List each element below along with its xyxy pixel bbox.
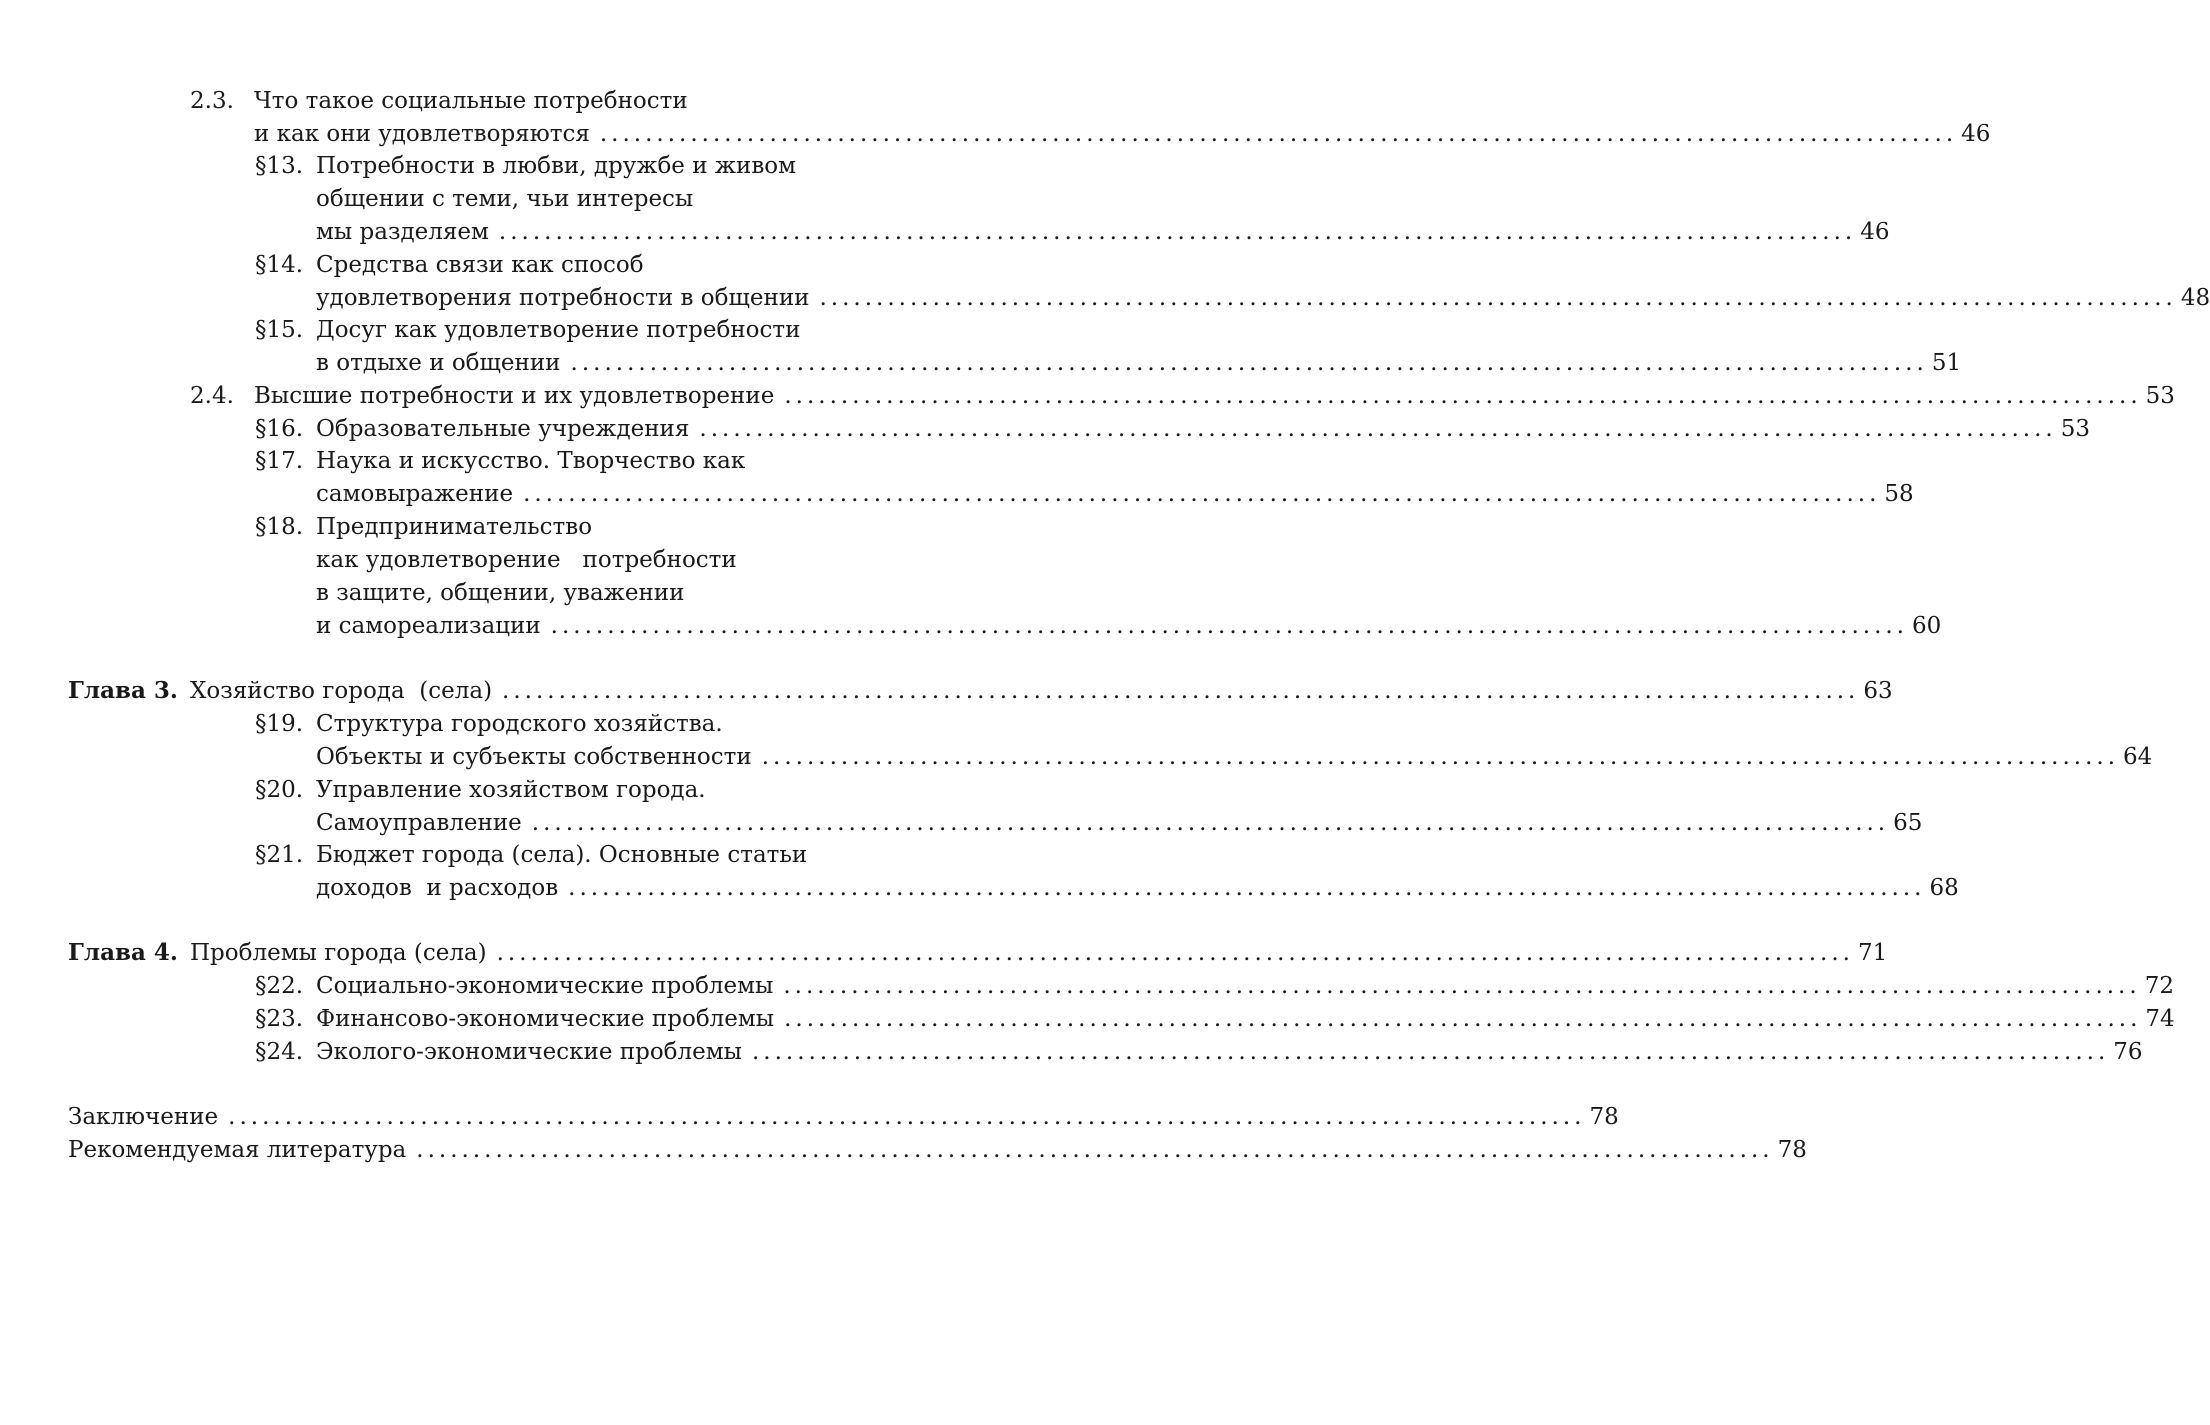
chapter-label: Глава 4. — [68, 939, 178, 966]
paragraph-number: §13. — [255, 153, 304, 179]
dot-leader: ........................................................................................................................ — [570, 350, 1928, 376]
entry-title-line: как удовлетворение потребности — [316, 547, 737, 573]
page-number: 64 — [2123, 744, 2153, 770]
paragraph-number: §19. — [255, 711, 304, 737]
page-number: 53 — [2145, 383, 2175, 409]
dot-leader: ........................................................................................................................ — [550, 613, 1908, 639]
dot-leader: ........................................................................................................................ — [496, 940, 1854, 966]
page-number: 58 — [1884, 481, 1914, 507]
entry-title-line: Заключение — [68, 1104, 219, 1130]
entry-title-line: Средства связи как способ — [316, 252, 644, 278]
entry-title-line: Потребности в любви, дружбе и живом — [316, 153, 797, 179]
entry-title-line: доходов и расходов — [316, 875, 559, 901]
entry-title-line: и как они удовлетворяются — [254, 121, 590, 147]
page-number: 51 — [1931, 350, 1962, 376]
paragraph-number: §14. — [255, 252, 304, 278]
page-number: 48 — [2180, 285, 2210, 311]
paragraph-number: §18. — [255, 514, 304, 540]
entry-title-line: Образовательные учреждения — [316, 416, 690, 442]
entry-title-line: Управление хозяйством города. — [316, 777, 706, 803]
entry-title-line: Объекты и субъекты собственности — [316, 744, 752, 770]
paragraph-number: §24. — [255, 1039, 304, 1065]
entry-title-line: Эколого-экономические проблемы — [316, 1039, 742, 1065]
dot-leader: ........................................................................................................................ — [784, 383, 2142, 409]
page-number: 78 — [1777, 1137, 1807, 1163]
entry-title-line: Социально-экономические проблемы — [316, 973, 774, 999]
paragraph-number: §20. — [255, 777, 304, 803]
entry-title-line: общении с теми, чьи интересы — [316, 186, 694, 212]
paragraph-number: §23. — [255, 1006, 304, 1032]
entry-title-line: самовыражение — [316, 481, 514, 507]
page-number: 60 — [1912, 613, 1942, 639]
dot-leader: ........................................................................................................................ — [523, 481, 1881, 507]
entry-title-line: Бюджет города (села). Основные статьи — [316, 842, 808, 868]
section-number: 2.3. — [190, 88, 234, 114]
dot-leader: ........................................................................................................................ — [599, 121, 1958, 147]
dot-leader: ........................................................................................................................ — [531, 810, 1890, 836]
page-number: 53 — [2060, 416, 2090, 442]
dot-leader: ........................................................................................................................ — [784, 1006, 2142, 1032]
entry-title-line: и самореализации — [316, 613, 541, 639]
chapter-title: Хозяйство города (села) — [190, 678, 493, 704]
entry-title-line: Что такое социальные потребности — [254, 88, 688, 114]
chapter-label: Глава 3. — [68, 677, 178, 704]
page-number: 72 — [2144, 973, 2174, 999]
page-number: 71 — [1857, 940, 1888, 966]
entry-title-line: в защите, общении, уважении — [316, 580, 685, 606]
dot-leader: ........................................................................................................................ — [819, 285, 2177, 311]
page-number: 78 — [1589, 1104, 1619, 1130]
entry-title-line: в отдыхе и общении — [316, 350, 561, 376]
entry-title-line: Финансово-экономические проблемы — [316, 1006, 775, 1032]
paragraph-number: §15. — [255, 317, 304, 343]
chapter-title: Проблемы города (села) — [190, 940, 487, 966]
page-number: 68 — [1929, 875, 1959, 901]
dot-leader: ........................................................................................................................ — [568, 875, 1926, 901]
page-number: 76 — [2113, 1039, 2143, 1065]
paragraph-number: §17. — [255, 448, 304, 474]
entry-title-line: Самоуправление — [316, 810, 522, 836]
dot-leader: ........................................................................................................................ — [761, 744, 2120, 770]
dot-leader: ........................................................................................................................ — [751, 1039, 2110, 1065]
entry-title-line: Наука и искусство. Творчество как — [316, 448, 746, 474]
dot-leader: ........................................................................................................................ — [498, 219, 1857, 245]
section-number: 2.4. — [190, 383, 234, 409]
paragraph-number: §22. — [255, 973, 304, 999]
entry-title-line: Рекомендуемая литература — [68, 1137, 407, 1163]
dot-leader: ........................................................................................................................ — [416, 1137, 1774, 1163]
page-number: 46 — [1860, 219, 1890, 245]
page-number: 63 — [1863, 678, 1893, 704]
entry-title-line: Структура городского хозяйства. — [316, 711, 723, 737]
entry-title-line: удовлетворения потребности в общении — [316, 285, 810, 311]
paragraph-number: §21. — [255, 842, 304, 868]
dot-leader: ........................................................................................................................ — [228, 1104, 1586, 1130]
dot-leader: ........................................................................................................................ — [699, 416, 2057, 442]
entry-title-line: Досуг как удовлетворение потребности — [316, 317, 801, 343]
entry-title-line: Предпринимательство — [316, 514, 593, 540]
paragraph-number: §16. — [255, 416, 304, 442]
entry-title-line: Высшие потребности и их удовлетворение — [254, 383, 775, 409]
page-number: 74 — [2145, 1006, 2175, 1032]
dot-leader: ........................................................................................................................ — [783, 973, 2141, 999]
dot-leader: ........................................................................................................................ — [502, 678, 1860, 704]
page-number: 65 — [1893, 810, 1923, 836]
page-number: 46 — [1961, 121, 1991, 147]
entry-title-line: мы разделяем — [316, 219, 489, 245]
